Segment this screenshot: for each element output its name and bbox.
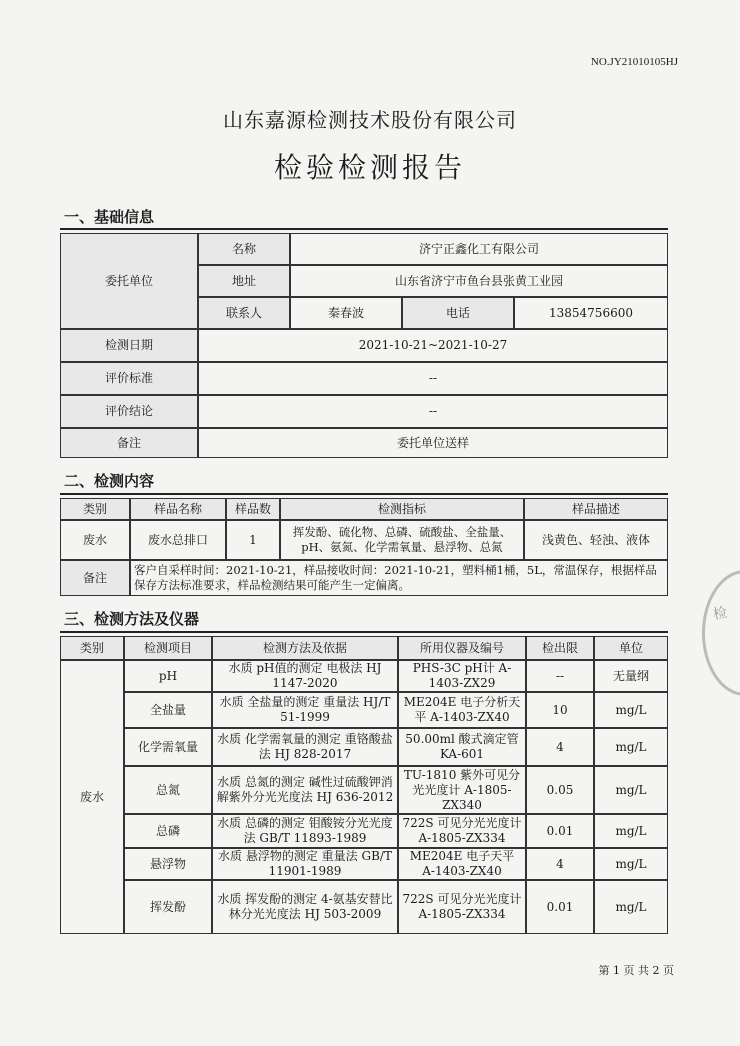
divider bbox=[60, 228, 668, 230]
conclusion-label: 评价结论 bbox=[60, 395, 198, 428]
col-method: 检测方法及依据 bbox=[212, 636, 398, 660]
col-type: 类别 bbox=[60, 498, 130, 520]
table-row-method: 水质 挥发酚的测定 4-氨基安替比林分光光度法 HJ 503-2009 bbox=[212, 880, 398, 934]
table-row-limit: 0.01 bbox=[526, 880, 594, 934]
table-row-method: 水质 总磷的测定 钼酸铵分光光度法 GB/T 11893-1989 bbox=[212, 814, 398, 848]
report-number: NO.JY21010105HJ bbox=[590, 56, 678, 68]
table-row-limit: 0.01 bbox=[526, 814, 594, 848]
table-row-method: 水质 总氮的测定 碱性过硫酸钾消解紫外分光光度法 HJ 636-2012 bbox=[212, 766, 398, 814]
sample-description: 浅黄色、轻浊、液体 bbox=[524, 520, 668, 560]
col-sample-name: 样品名称 bbox=[130, 498, 226, 520]
sample-type: 废水 bbox=[60, 520, 130, 560]
table-row-limit: 4 bbox=[526, 728, 594, 766]
table-row-item: 悬浮物 bbox=[124, 848, 212, 880]
table-row-instrument: 722S 可见分光光度计 A-1805-ZX334 bbox=[398, 814, 526, 848]
contact-value: 秦春波 bbox=[290, 297, 402, 329]
standard-label: 评价标准 bbox=[60, 362, 198, 395]
table-row-instrument: PHS-3C pH计 A-1403-ZX29 bbox=[398, 660, 526, 692]
table-row-method: 水质 悬浮物的测定 重量法 GB/T 11901-1989 bbox=[212, 848, 398, 880]
table-row-unit: mg/L bbox=[594, 766, 668, 814]
section-1-heading: 一、基础信息 bbox=[64, 208, 155, 226]
contact-label: 联系人 bbox=[198, 297, 290, 329]
table-row-unit: mg/L bbox=[594, 880, 668, 934]
table-row-unit: mg/L bbox=[594, 814, 668, 848]
table-row-instrument: 722S 可见分光光度计 A-1805-ZX334 bbox=[398, 880, 526, 934]
col-item: 检测项目 bbox=[124, 636, 212, 660]
company-name: 山东嘉源检测技术股份有限公司 bbox=[223, 108, 517, 132]
client-label: 委托单位 bbox=[60, 233, 198, 329]
page-number: 第 1 页 共 2 页 bbox=[598, 964, 674, 977]
table-row-method: 水质 化学需氧量的测定 重铬酸盐法 HJ 828-2017 bbox=[212, 728, 398, 766]
remark-label: 备注 bbox=[60, 428, 198, 458]
sample-name: 废水总排口 bbox=[130, 520, 226, 560]
table-row-item: 总磷 bbox=[124, 814, 212, 848]
col-limit: 检出限 bbox=[526, 636, 594, 660]
col-description: 样品描述 bbox=[524, 498, 668, 520]
table-row-limit: -- bbox=[526, 660, 594, 692]
name-value: 济宁正鑫化工有限公司 bbox=[290, 233, 668, 265]
remark-label: 备注 bbox=[60, 560, 130, 596]
category-cell: 废水 bbox=[60, 660, 124, 934]
seal-stamp: 检 bbox=[702, 570, 740, 696]
col-instrument: 所用仪器及编号 bbox=[398, 636, 526, 660]
date-label: 检测日期 bbox=[60, 329, 198, 362]
phone-value: 13854756600 bbox=[514, 297, 668, 329]
col-category: 类别 bbox=[60, 636, 124, 660]
name-label: 名称 bbox=[198, 233, 290, 265]
table-row-instrument: ME204E 电子分析天平 A-1403-ZX40 bbox=[398, 692, 526, 728]
standard-value: -- bbox=[198, 362, 668, 395]
table-row-item: 总氮 bbox=[124, 766, 212, 814]
remark-text: 客户自采样时间：2021-10-21，样品接收时间：2021-10-21，塑料桶1桶，5L，常温保存，根据样品保存方法标准要求，样品检测结果可能产生一定偏离。 bbox=[130, 560, 668, 596]
table-row-item: 化学需氧量 bbox=[124, 728, 212, 766]
table-row-unit: 无量纲 bbox=[594, 660, 668, 692]
conclusion-value: -- bbox=[198, 395, 668, 428]
report-title: 检验检测报告 bbox=[273, 151, 466, 184]
sample-count: 1 bbox=[226, 520, 280, 560]
phone-label: 电话 bbox=[402, 297, 514, 329]
address-label: 地址 bbox=[198, 265, 290, 297]
table-row-instrument: 50.00ml 酸式滴定管 KA-601 bbox=[398, 728, 526, 766]
section-2-heading: 二、检测内容 bbox=[64, 472, 155, 490]
table-row-unit: mg/L bbox=[594, 728, 668, 766]
divider bbox=[60, 493, 668, 495]
col-sample-count: 样品数 bbox=[226, 498, 280, 520]
date-value: 2021-10-21~2021-10-27 bbox=[198, 329, 668, 362]
table-row-method: 水质 全盐量的测定 重量法 HJ/T 51-1999 bbox=[212, 692, 398, 728]
table-row-item: 全盐量 bbox=[124, 692, 212, 728]
table-row-limit: 0.05 bbox=[526, 766, 594, 814]
col-unit: 单位 bbox=[594, 636, 668, 660]
table-row-instrument: ME204E 电子天平 A-1403-ZX40 bbox=[398, 848, 526, 880]
table-row-instrument: TU-1810 紫外可见分光光度计 A-1805-ZX340 bbox=[398, 766, 526, 814]
divider bbox=[60, 631, 668, 633]
table-row-item: 挥发酚 bbox=[124, 880, 212, 934]
table-row-method: 水质 pH值的测定 电极法 HJ 1147-2020 bbox=[212, 660, 398, 692]
table-row-limit: 10 bbox=[526, 692, 594, 728]
table-row-limit: 4 bbox=[526, 848, 594, 880]
table-row-unit: mg/L bbox=[594, 848, 668, 880]
table-row-unit: mg/L bbox=[594, 692, 668, 728]
col-indicators: 检测指标 bbox=[280, 498, 524, 520]
indicators: 挥发酚、硫化物、总磷、硫酸盐、全盐量、pH、氨氮、化学需氧量、悬浮物、总氮 bbox=[280, 520, 524, 560]
remark-value: 委托单位送样 bbox=[198, 428, 668, 458]
address-value: 山东省济宁市鱼台县张黄工业园 bbox=[290, 265, 668, 297]
section-3-heading: 三、检测方法及仪器 bbox=[64, 610, 200, 628]
table-row-item: pH bbox=[124, 660, 212, 692]
